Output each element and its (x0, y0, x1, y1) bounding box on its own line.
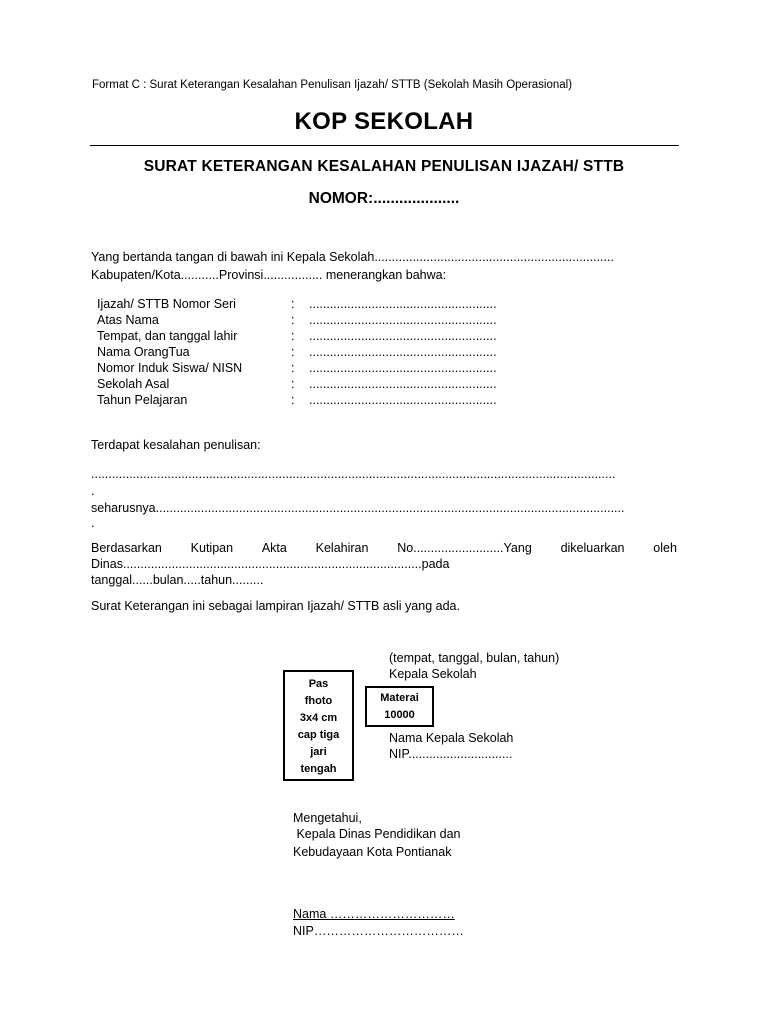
akta-word: No..........................Yang (397, 541, 532, 555)
field-colon: : (291, 313, 295, 327)
materai-text: Materai (380, 692, 419, 704)
approver-name: Nama ………………………… (293, 907, 455, 921)
akta-line-2: Dinas......................................................................................pada (91, 557, 450, 571)
akta-word: Berdasarkan (91, 541, 162, 555)
field-label: Nama OrangTua (97, 345, 190, 359)
photo-box-text: Pas (308, 678, 329, 690)
field-label: Tempat, dan tanggal lahir (97, 329, 238, 343)
approver-nip: NIP……………………………… (293, 924, 464, 938)
field-blank: ...................................................... (309, 297, 497, 311)
akta-line-3: tanggal......bulan.....tahun......... (91, 573, 264, 587)
document-title: SURAT KETERANGAN KESALAHAN PENULISAN IJAZAH/ STTB (143, 158, 625, 175)
error-blank-dot: . (91, 484, 95, 498)
principal-nip: NIP.............................. (389, 747, 513, 761)
field-colon: : (291, 345, 295, 359)
akta-word: oleh (653, 541, 677, 555)
akta-line-1 (91, 541, 677, 555)
kop-sekolah-heading: KOP SEKOLAH (294, 108, 474, 135)
seharusnya-line: seharusnya....................................................................................................................................... (91, 501, 625, 515)
error-blank-line: ....................................................................................................................................................... (91, 467, 616, 481)
field-blank: ...................................................... (309, 345, 497, 359)
principal-name: Nama Kepala Sekolah (389, 731, 514, 745)
signer-role: Kepala Sekolah (389, 667, 477, 681)
header-rule (90, 145, 679, 146)
field-colon: : (291, 297, 295, 311)
field-colon: : (291, 329, 295, 343)
field-colon: : (291, 393, 295, 407)
photo-placeholder-box (283, 670, 354, 781)
akta-word: dikeluarkan (560, 541, 625, 555)
field-blank: ...................................................... (309, 329, 497, 343)
field-blank: ...................................................... (309, 377, 497, 391)
approver-role-line-2: Kebudayaan Kota Pontianak (293, 845, 452, 859)
field-colon: : (291, 361, 295, 375)
photo-box-text: fhoto (304, 695, 333, 707)
akta-word: Kutipan (190, 541, 234, 555)
photo-box-text: cap tiga (297, 729, 340, 741)
document-number: NOMOR:.................... (308, 190, 460, 207)
lampiran-statement: Surat Keterangan ini sebagai lampiran Ijazah/ STTB asli yang ada. (91, 599, 460, 613)
format-line: Format C : Surat Keterangan Kesalahan Penulisan Ijazah/ STTB (Sekolah Masih Operasional) (92, 79, 573, 91)
akta-word: Akta (261, 541, 287, 555)
seharusnya-dot: . (91, 516, 95, 530)
photo-box-text: jari (310, 746, 327, 758)
place-date: (tempat, tanggal, bulan, tahun) (389, 651, 560, 665)
field-blank: ...................................................... (309, 313, 497, 327)
photo-box-text: tengah (300, 763, 337, 775)
field-label: Tahun Pelajaran (97, 393, 188, 407)
field-label: Ijazah/ STTB Nomor Seri (97, 297, 236, 311)
field-blank: ...................................................... (309, 393, 497, 407)
akta-word: Kelahiran (315, 541, 369, 555)
materai-stamp-box (365, 686, 434, 727)
intro-line-2: Kabupaten/Kota...........Provinsi................. menerangkan bahwa: (91, 268, 447, 282)
approver-role-line-1: Kepala Dinas Pendidikan dan (293, 827, 461, 841)
field-label: Nomor Induk Siswa/ NISN (97, 361, 243, 375)
field-label: Sekolah Asal (97, 377, 170, 391)
mengetahui-label: Mengetahui, (293, 811, 362, 825)
materai-text: 10000 (384, 709, 415, 721)
intro-line-1: Yang bertanda tangan di bawah ini Kepala Sekolah..................................................................... (91, 250, 614, 264)
field-colon: : (291, 377, 295, 391)
field-blank: ...................................................... (309, 361, 497, 375)
photo-box-text: 3x4 cm (299, 712, 338, 724)
error-heading: Terdapat kesalahan penulisan: (91, 438, 261, 452)
field-label: Atas Nama (97, 313, 159, 327)
